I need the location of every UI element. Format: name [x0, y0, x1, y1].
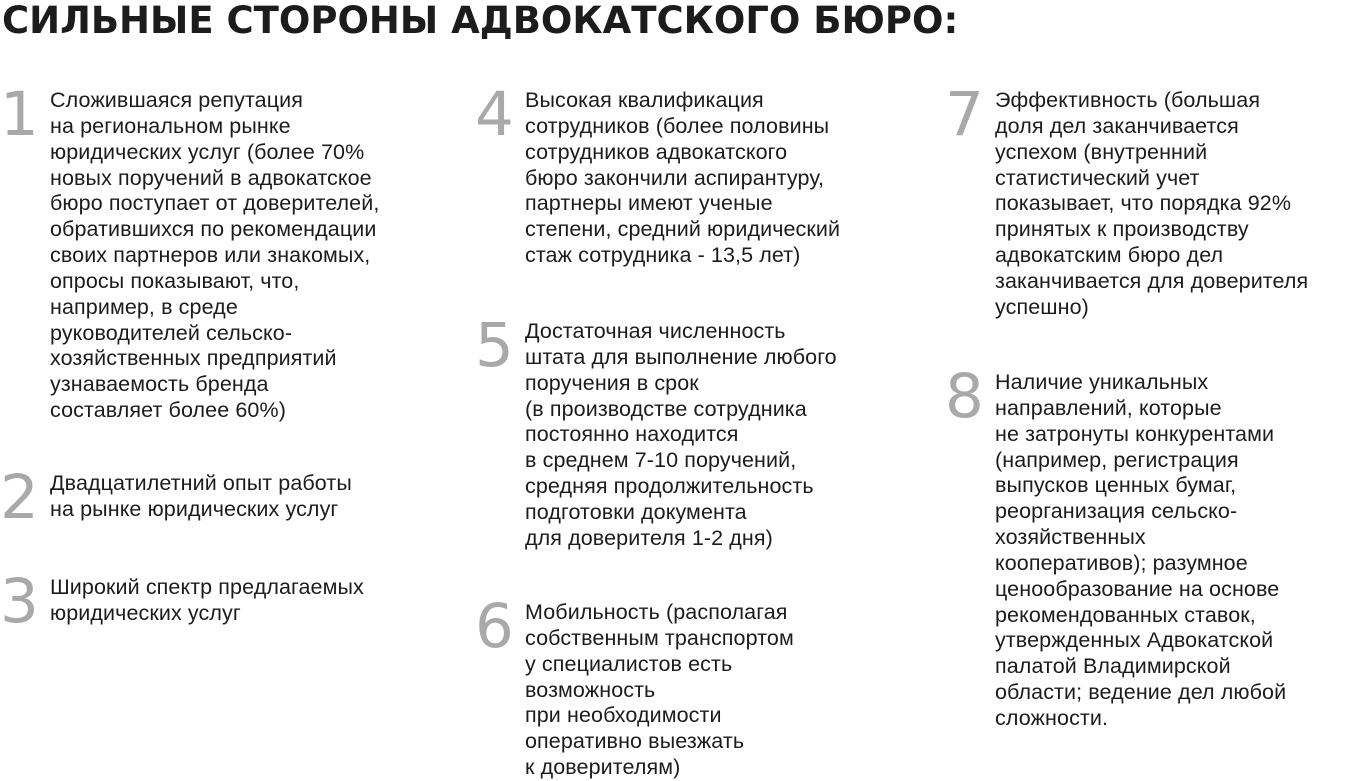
strength-item-1 [0, 79, 470, 434]
item-number: 2 [0, 462, 39, 533]
strength-item-6 [475, 591, 945, 780]
item-text: Наличие уникальных направлений, которые не затронуты конкурентами (например, регистрация выпусков ценных бумаг, реорганизация сельско- хозяйственных кооперативов); разумное ценообразование на основе рекомендованных ставок, утвержденных Адвокатской палатой Владимирской области; ведение дел любой сложности. [995, 370, 1287, 730]
strength-item-4 [475, 79, 945, 274]
item-number: 5 [475, 310, 514, 381]
item-number: 1 [0, 79, 39, 150]
item-text: Достаточная численность штата для выполнение любого поручения в срок (в производстве сотрудника постоянно находится в среднем 7-10 поручений, средняя продолжительность подготовки документа для доверителя 1-2 дня) [525, 319, 837, 550]
strength-item-7 [945, 79, 1360, 324]
page-title: СИЛЬНЫЕ СТОРОНЫ АДВОКАТСКОГО БЮРО: [2, 0, 959, 42]
item-number: 6 [475, 591, 514, 662]
item-text: Двадцатилетний опыт работы на рынке юридических услуг [50, 471, 352, 521]
strength-item-8 [945, 361, 1360, 736]
item-text: Широкий спектр предлагаемых юридических услуг [50, 575, 364, 625]
item-text: Мобильность (располагая собственным транспортом у специалистов есть возможность при необходимости оперативно выезжать к доверителям) [525, 600, 794, 780]
strength-item-5 [475, 310, 945, 555]
strength-item-3 [0, 566, 470, 637]
item-text: Высокая квалификация сотрудников (более половины сотрудников адвокатского бюро закончили аспирантуру, партнеры имеют ученые степени, средний юридический стаж сотрудника - 13,5 лет) [525, 88, 841, 268]
item-number: 4 [475, 79, 514, 150]
item-number: 7 [945, 79, 984, 150]
item-text: Эффективность (большая доля дел заканчивается успехом (внутренний статистический учет показывает, что порядка 92% принятых к производству адвокатским бюро дел заканчивается для доверителя успешно) [995, 88, 1309, 319]
item-number: 3 [0, 566, 39, 637]
item-text: Сложившаяся репутация на региональном рынке юридических услуг (более 70% новых поручений в адвокатское бюро поступает от доверителей, обратившихся по рекомендации своих партнеров или знакомых, опросы показывают, что, например, в среде руководителей сельско- хозяйственных предприятий узнаваемость бренда составляет более 60%) [50, 88, 380, 423]
item-number: 8 [945, 361, 984, 432]
strength-item-2 [0, 462, 470, 533]
